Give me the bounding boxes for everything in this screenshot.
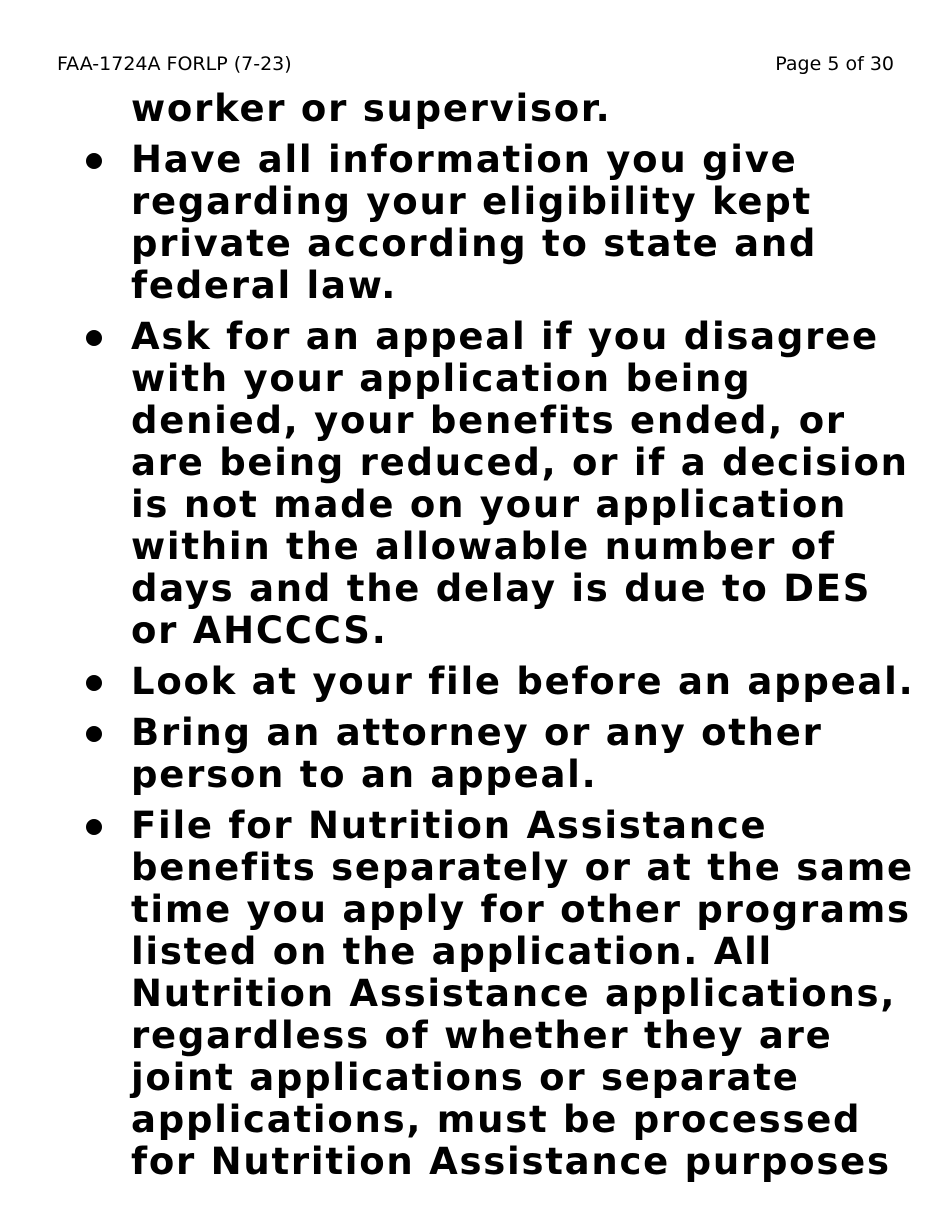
text-line: benefits separately or at the same bbox=[131, 846, 914, 889]
form-id: FAA-1724A FORLP (7-23) bbox=[57, 53, 292, 75]
text-line: denied, your benefits ended, or bbox=[131, 399, 846, 442]
text-line: worker or supervisor. bbox=[131, 87, 612, 130]
text-line: regarding your eligibility kept bbox=[131, 180, 812, 223]
list-item bbox=[0, 316, 950, 652]
continuation-text bbox=[0, 88, 950, 130]
text-line: person to an appeal. bbox=[131, 753, 598, 796]
text-line: Have all information you give bbox=[131, 138, 798, 181]
text-line: days and the delay is due to DES bbox=[131, 567, 872, 610]
rights-list bbox=[0, 88, 950, 1183]
text-line: or AHCCCS. bbox=[131, 609, 388, 652]
text-line: Ask for an appeal if you disagree bbox=[131, 315, 879, 358]
text-line: Nutrition Assistance applications, bbox=[131, 972, 897, 1015]
text-line: time you apply for other programs bbox=[131, 888, 911, 931]
text-line: Bring an attorney or any other bbox=[131, 711, 823, 754]
text-line: is not made on your application bbox=[131, 483, 848, 526]
page-number: Page 5 of 30 bbox=[775, 53, 894, 75]
page-header bbox=[57, 52, 894, 76]
text-line: File for Nutrition Assistance bbox=[131, 804, 768, 847]
text-line: with your application being bbox=[131, 357, 752, 400]
text-line: for Nutrition Assistance purposes bbox=[131, 1140, 891, 1183]
list-item bbox=[0, 712, 950, 796]
text-line: are being reduced, or if a decision bbox=[131, 441, 909, 484]
text-line: joint applications or separate bbox=[131, 1056, 800, 1099]
text-line: applications, must be processed bbox=[131, 1098, 862, 1141]
text-line: federal law. bbox=[131, 264, 398, 307]
list-item bbox=[0, 139, 950, 307]
text-line: private according to state and bbox=[131, 222, 818, 265]
list-item bbox=[0, 805, 950, 1183]
text-line: listed on the application. All bbox=[131, 930, 773, 973]
text-line: regardless of whether they are bbox=[131, 1014, 833, 1057]
list-item bbox=[0, 661, 950, 703]
text-line: Look at your file before an appeal. bbox=[131, 660, 915, 703]
text-line: within the allowable number of bbox=[131, 525, 836, 568]
